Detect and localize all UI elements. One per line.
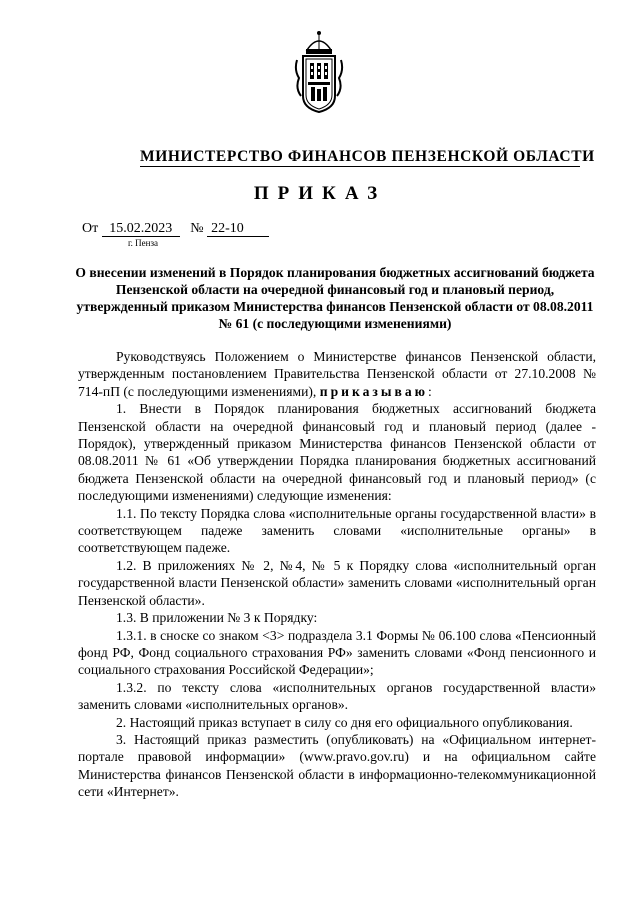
clause-1-1: 1.1. По тексту Порядка слова «исполнительные органы государственной власти» в соответствующем падеже заменить словами «исполнительные органы» в соответствующем падеже. <box>78 505 596 556</box>
preamble <box>78 348 596 400</box>
order-body <box>78 348 596 801</box>
clause-1: 1. Внести в Порядок планирования бюджетных ассигнований бюджета Пензенской области на очередной финансовый год и плановый период (далее - Порядок), утвержденный приказом Министерства финансов Пензенской области от 08.08.2011 № 61 «Об утверждении Порядка планирования бюджетных ассигнований бюджета Пензенской области на очередной финансовый год и плановый период» (с последующими изменениями) следующие изменения: <box>78 401 596 504</box>
order-title: О внесении изменений в Порядок планирования бюджетных ассигнований бюджета Пензенской области на очередной финансовый год и плановый период, утвержденный приказом Министерства финансов Пензенской области от 08.08.2011 № 61 (с последующими изменениями) <box>75 265 595 331</box>
clause-1-3-1: 1.3.1. в сноске со знаком <3> подраздела 3.1 Формы № 06.100 слова «Пенсионный фонд РФ, Фонд социального страхования РФ» заменить словами «Фонд пенсионного и социального страхования Российской Федерации»; <box>78 627 596 678</box>
clause-3: 3. Настоящий приказ разместить (опубликовать) на «Официальном интернет-портале правовой информации» (www.pravo.gov.ru) и на официальном сайте Министерства финансов Пензенской области в информационно-телекоммуникационной сети «Интернет». <box>78 731 596 800</box>
clause-2: 2. Настоящий приказ вступает в силу со дня его официального опубликования. <box>116 714 573 730</box>
date-label: От <box>82 221 99 236</box>
ministry-name: МИНИСТЕРСТВО ФИНАНСОВ ПЕНЗЕНСКОЙ ОБЛАСТИ <box>140 148 595 165</box>
document-type: ПРИКАЗ <box>253 183 387 204</box>
order-number: 22-10 <box>207 222 269 237</box>
penza-coat-of-arms-icon <box>293 30 345 116</box>
clause-1-2: 1.2. В приложениях № 2, №4, № 5 к Порядку слова «исполнительный орган государственной власти Пензенской области» заменить словами «исполнительный орган Пензенской области». <box>78 557 596 608</box>
number-sign: № <box>190 221 204 236</box>
city-label: г. Пенза <box>128 238 159 248</box>
preamble-colon: : <box>428 383 432 399</box>
clause-1-3-2: 1.3.2. по тексту слова «исполнительных органов государственной власти» заменить словами «исполнительных органов». <box>78 679 596 713</box>
preamble-text: Руководствуясь Положением о Министерстве финансов Пензенской области, утвержденным постановлением Правительства Пензенской области от 27.10.2008 № 714-пП (с последующими изменениями), <box>78 349 596 399</box>
order-word: приказываю <box>319 383 429 399</box>
clause-1-3: 1.3. В приложении № 3 к Порядку: <box>116 610 318 626</box>
order-meta <box>82 221 269 237</box>
order-date: 15.02.2023 <box>102 222 180 237</box>
